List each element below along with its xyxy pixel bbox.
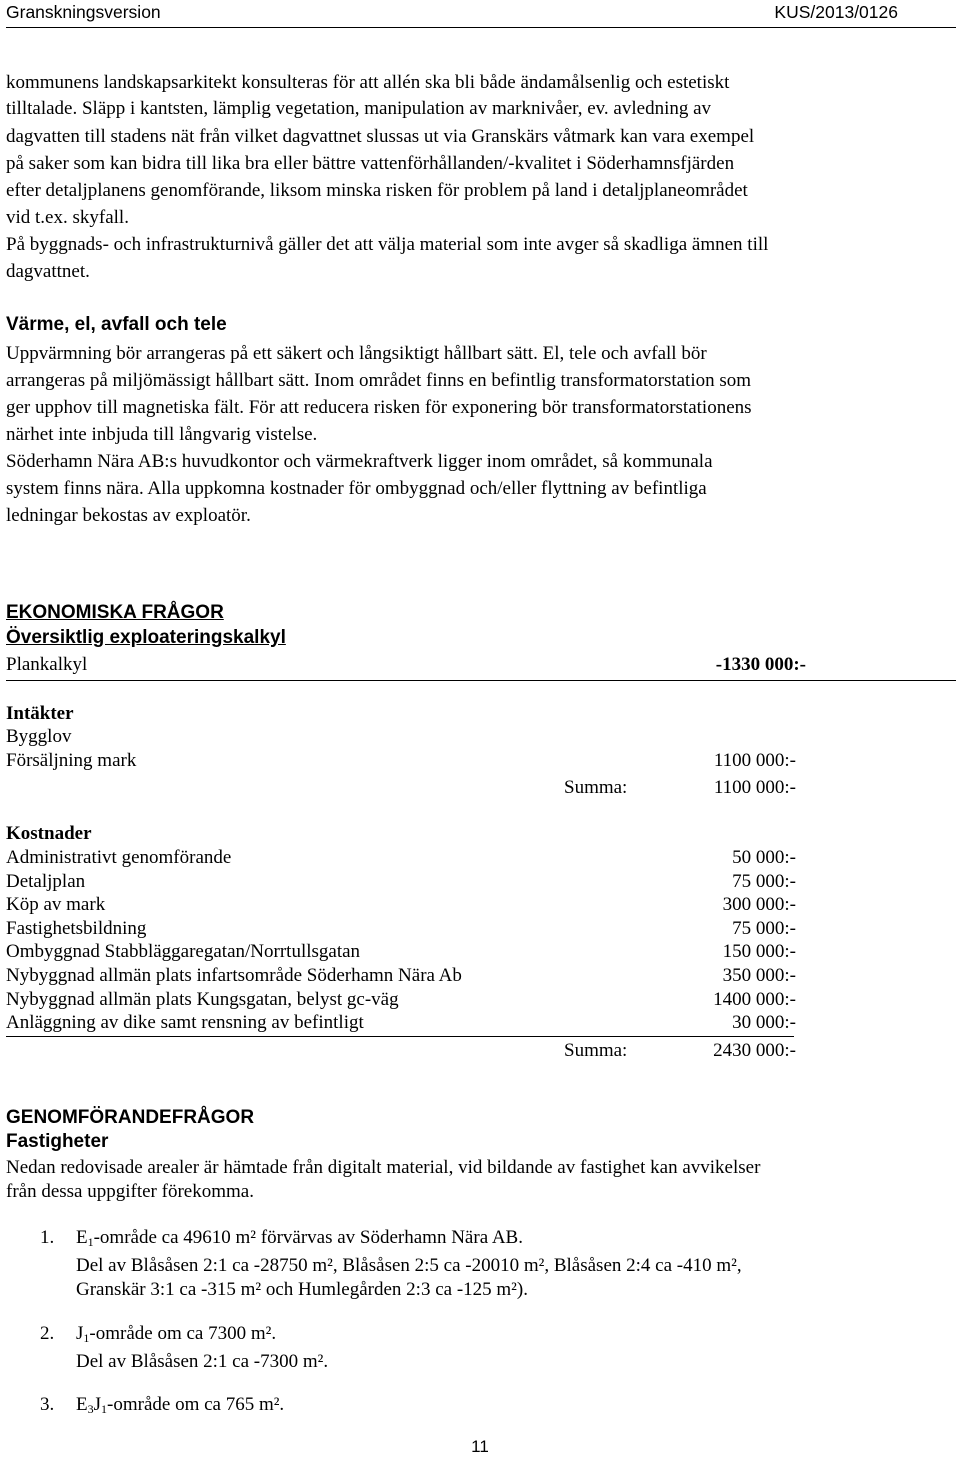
kostnad-label: Detaljplan [6,871,86,892]
zone-code: J [76,1323,84,1344]
kostnad-row [6,940,956,964]
kostnad-amount: 1400 000:- [713,989,796,1010]
varme-line: ledningar bekostas av exploatör. [6,505,251,526]
kostnad-label: Köp av mark [6,894,106,915]
plankalkyl-row [6,653,956,677]
plankalkyl-value: -1330 000:- [715,654,806,675]
kostnad-row [6,1011,956,1035]
zone-code-subscript: 1 [87,1235,94,1249]
varme-line: ger upphov till magnetiska fält. För att reducera risken för exponering bör transformatorstationens [6,397,752,418]
plankalkyl-divider [6,680,956,681]
kostnad-label: Administrativt genomförande [6,847,232,868]
subheading-fastigheter: Fastigheter [6,1131,109,1152]
intakter-heading-text: Intäkter [6,703,74,724]
kostnad-row [6,846,956,870]
intakter-row [6,725,956,749]
intakter-label: Bygglov [6,726,72,747]
intakter-summa-row [6,776,956,800]
intro-paragraph-1-cont [6,97,954,121]
kostnad-amount: 30 000:- [732,1012,796,1033]
intakter-summa-label: Summa: [564,777,628,798]
intro-paragraph-1 [6,71,954,95]
plankalkyl-label: Plankalkyl [6,654,88,675]
section-heading-genomforande: GENOMFÖRANDEFRÅGOR [6,1107,255,1128]
intro-line: På byggnads- och infrastrukturnivå gäller det att välja material som inte avger så skadliga ämnen till [6,234,769,255]
kostnad-row [6,988,956,1012]
kostnad-label: Anläggning av dike samt rensning av befintligt [6,1012,364,1033]
kostnad-label: Ombyggnad Stabbläggaregatan/Norrtullsgatan [6,941,361,962]
list-item-number: 3. [40,1394,55,1415]
zone-code: E [76,1227,88,1248]
kostnader-summa-row [6,1039,956,1063]
kostnader-divider [6,1036,794,1037]
zone-code: J [93,1394,102,1415]
intakter-row [6,749,956,773]
kostnad-label: Nybyggnad allmän plats infartsområde Söderhamn Nära Ab [6,965,462,986]
list-item-text: -område ca 49610 m² förvärvas av Söderhamn Nära AB. [93,1227,523,1248]
list-item-text: -område om ca 765 m². [107,1394,285,1415]
varme-line: Uppvärmning bör arrangeras på ett säkert och långsiktigt hållbart sätt. El, tele och avfall bör [6,343,707,364]
list-item-text: Del av Blåsåsen 2:1 ca -7300 m². [76,1351,329,1372]
intro-paragraph-1-block [6,123,954,285]
zone-code-subscript: 1 [101,1402,108,1416]
intro-line: på saker som kan bidra till lika bra eller bättre vattenförhållanden/-kvalitet i Söderhamnsfjärden [6,153,735,174]
kostnader-heading-text: Kostnader [6,823,92,844]
intro-line: dagvatten till stadens nät från vilket dagvattnet slussas ut via Granskärs våtmark kan vara exempel [6,126,755,147]
list-item-content [76,1226,956,1302]
varme-line: system finns nära. Alla uppkomna kostnader för ombyggnad och/eller flyttning av befintliga [6,478,707,499]
header-divider [6,27,956,28]
genomforande-intro [6,1156,954,1204]
varme-line: Söderhamn Nära AB:s huvudkontor och värmekraftverk ligger inom området, så kommunala [6,451,713,472]
intro-line: tilltalade. Släpp i kantsten, lämplig vegetation, manipulation av marknivåer, ev. avledning av [6,98,712,119]
subheading-exploateringskalkyl: Översiktlig exploateringskalkyl [6,627,286,648]
kostnader-summa-label: Summa: [564,1040,628,1061]
kostnad-row [6,964,956,988]
kostnad-label: Nybyggnad allmän plats Kungsgatan, belyst gc-väg [6,989,399,1010]
kostnad-label: Fastighetsbildning [6,918,147,939]
kostnader-summa-value: 2430 000:- [713,1040,796,1061]
kostnad-amount: 300 000:- [722,894,796,915]
intro-line: dagvattnet. [6,261,90,282]
list-item-text: Del av Blåsåsen 2:1 ca -28750 m², Blåsåsen 2:5 ca -20010 m², Blåsåsen 2:4 ca -410 m², [76,1255,742,1276]
list-item-text: Granskär 3:1 ca -315 m² och Humlegården 2:3 ca -125 m²). [76,1279,528,1300]
varme-paragraphs [6,340,954,529]
kostnad-row [6,870,956,894]
kostnad-amount: 75 000:- [732,918,796,939]
page-number: 11 [471,1437,489,1456]
kostnad-amount: 75 000:- [732,871,796,892]
varme-line: närhet inte inbjuda till långvarig vistelse. [6,424,318,445]
intakter-summa-value: 1100 000:- [713,777,796,798]
zone-code-subscript: 3 [87,1402,94,1416]
kostnad-amount: 50 000:- [732,847,796,868]
section-heading-ekonomi: EKONOMISKA FRÅGOR [6,602,224,623]
intakter-amount: 1100 000:- [713,750,796,771]
list-item-content [76,1322,956,1374]
list-item-text: -område om ca 7300 m². [89,1323,277,1344]
list-item-content [76,1393,956,1421]
zone-code-subscript: 1 [83,1331,90,1345]
intakter-heading [6,702,956,726]
list-item-number: 2. [40,1323,55,1344]
varme-line: arrangeras på miljömässigt hållbart sätt. Inom området finns en befintlig transformatorstation som [6,370,752,391]
genomforande-intro-line: från dessa uppgifter förekomma. [6,1181,254,1202]
section-heading-varme: Värme, el, avfall och tele [6,314,227,335]
kostnad-amount: 350 000:- [722,965,796,986]
intakter-label: Försäljning mark [6,750,137,771]
intro-line: vid t.ex. skyfall. [6,207,129,228]
kostnad-amount: 150 000:- [722,941,796,962]
intro-line: efter detaljplanens genomförande, liksom minska risken för problem på land i detaljplaneområdet [6,180,748,201]
kostnad-row [6,917,956,941]
list-item-number: 1. [40,1227,55,1248]
header-version-label: Granskningsversion [6,2,161,22]
header-reference-number: KUS/2013/0126 [774,2,898,22]
kostnader-heading [6,822,956,846]
genomforande-intro-line: Nedan redovisade arealer är hämtade från digitalt material, vid bildande av fastighet kan avvikelser [6,1157,761,1178]
kostnad-row [6,893,956,917]
zone-code: E [76,1394,88,1415]
page-header [6,2,898,26]
intro-line: kommunens landskapsarkitekt konsulteras för att allén ska bli både ändamålsenlig och estetiskt [6,72,730,93]
